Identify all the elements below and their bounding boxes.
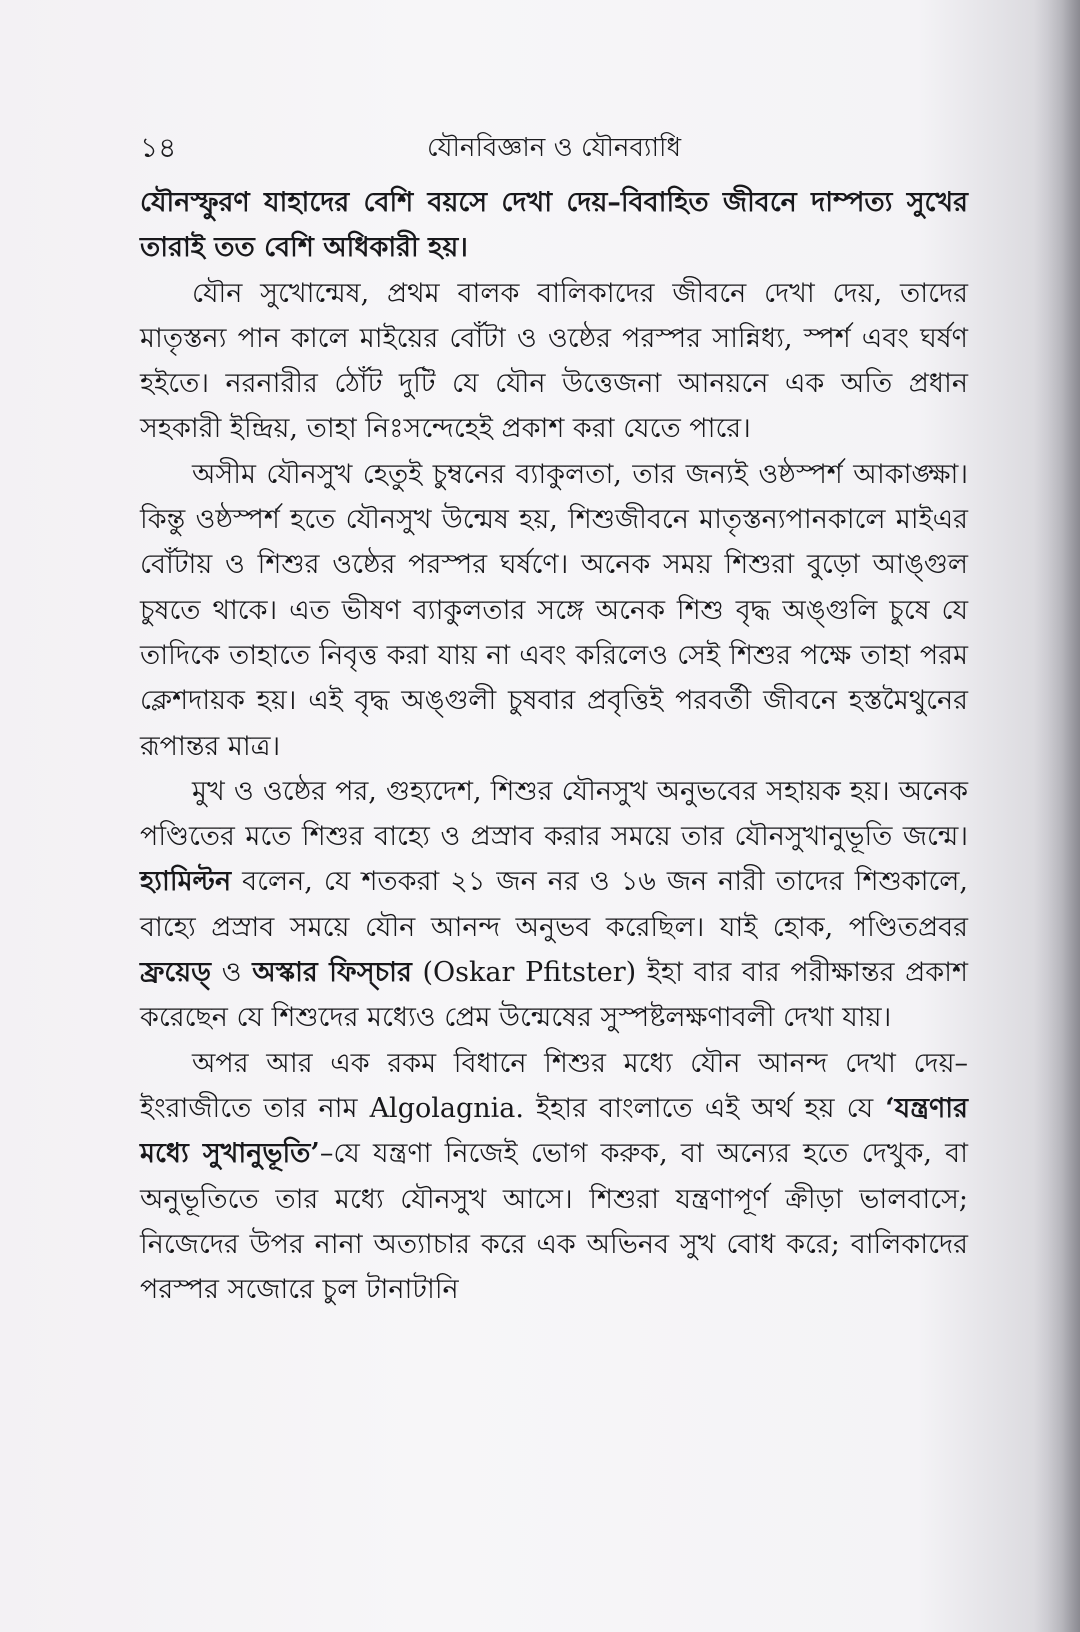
paragraph-text: বলেন, যে শতকরা ২১ জন নর ও ১৬ জন নারী তাদের শিশুকালে, বাহ্যে প্রস্রাব সময়ে যৌন আনন্দ অনুভব করেছিল। যাই হোক, পণ্ডিতপ্রবর <box>140 866 968 943</box>
paragraph-text: –যে যন্ত্রণা নিজেই ভোগ করুক, বা অন্যের হতে দেখুক, বা অনুভূতিতে তার মধ্যে যৌনসুখ আসে। শিশুরা যন্ত্রণাপূর্ণ ক্রীড়া ভালবাসে; নিজেদের উপর নানা অত্যাচার করে এক অভিনব সুখ বোধ করে; বালিকাদের পরস্পর সজোরে চুল টানাটানি <box>140 1138 969 1306</box>
paragraph-3 <box>140 452 968 769</box>
name-oskar-pfister: অস্কার ফিস্চার <box>252 957 412 989</box>
paragraph-5 <box>140 1041 968 1313</box>
paragraph-text: যৌন সুখোন্মেষ, প্রথম বালক বালিকাদের জীবনে দেখা দেয়, তাদের মাতৃস্তন্য পান কালে মাইয়ের বোঁটা ও ওষ্ঠের পরস্পর সান্নিধ্য, স্পর্শ এবং ঘর্ষণ হইতে। নরনারীর ঠোঁট দুটি যে যৌন উত্তেজনা আনয়নে এক অতি প্রধান সহকারী ইন্দ্রিয়, তাহা নিঃসন্দেহেই প্রকাশ করা যেতে পারে। <box>140 277 968 445</box>
paragraph-text: মুখ ও ওষ্ঠের পর, গুহ্যদেশ, শিশুর যৌনসুখ অনুভবের সহায়ক হয়। অনেক পণ্ডিতের মতে শিশুর বাহ্যে ও প্রস্রাব করার সময়ে তার যৌনসুখানুভূতি জন্মে। <box>140 775 968 853</box>
running-title: যৌনবিজ্ঞান ও যৌনব্যাধি <box>426 133 682 163</box>
page-number: ১৪ <box>140 131 177 164</box>
body-text <box>140 180 968 1312</box>
paragraph-text: অসীম যৌনসুখ হেতুই চুম্বনের ব্যাকুলতা, তার জন্যই ওষ্ঠস্পর্শ আকাঙ্ক্ষা। কিন্তু ওষ্ঠস্পর্শ হতে যৌনসুখ উন্মেষ হয়, শিশুজীবনে মাতৃস্তন্যপানকালে মাইএর বোঁটায় ও শিশুর ওষ্ঠের পরস্পর ঘর্ষণে। অনেক সময় শিশুরা বুড়ো আঙ্গুল চুষতে থাকে। এত ভীষণ ব্যাকুলতার সঙ্গে অনেক শিশু বৃদ্ধ অঙ্গুলি চুষে যে তাদিকে তাহাতে নিবৃত্ত করা যায় না এবং করিলেও সেই শিশুর পক্ষে তাহা পরম ক্লেশদায়ক হয়। এই বৃদ্ধ অঙ্গুলী চুষবার প্রবৃত্তিই পরবর্তী জীবনে হস্তমৈথুনের রূপান্তর মাত্র। <box>140 458 968 762</box>
paragraph-text: (Oskar Pfitster) ইহা বার বার পরীক্ষান্তর প্রকাশ করেছেন যে শিশুদের মধ্যেও প্রেম উন্মেষের সুস্পষ্টলক্ষণাবলী দেখা যায়। <box>140 957 968 1034</box>
name-freud: ফ্রয়েড্ <box>140 957 211 989</box>
paragraph-1 <box>140 180 968 271</box>
page-header <box>140 128 968 172</box>
paragraph-text: যৌনস্ফুরণ যাহাদের বেশি বয়সে দেখা দেয়–বিবাহিত জীবনে দাম্পত্য সুখের তারাই তত বেশি অধিকারী হয়। <box>140 187 968 264</box>
paragraph-2 <box>140 271 968 452</box>
emphasis-phrase: ‘যন্ত্রণার মধ্যে সুখানুভূতি’ <box>140 1092 968 1170</box>
spine-shadow <box>1034 0 1080 1632</box>
name-hamilton: হ্যামিল্টন <box>140 866 232 898</box>
paragraph-4 <box>140 769 968 1041</box>
paragraph-text: অপর আর এক রকম বিধানে শিশুর মধ্যে যৌন আনন্দ দেখা দেয়–ইংরাজীতে তার নাম Algolagnia. ইহার বাংলাতে এই অর্থ হয় যে <box>140 1047 968 1124</box>
paragraph-text: ও <box>211 957 253 989</box>
